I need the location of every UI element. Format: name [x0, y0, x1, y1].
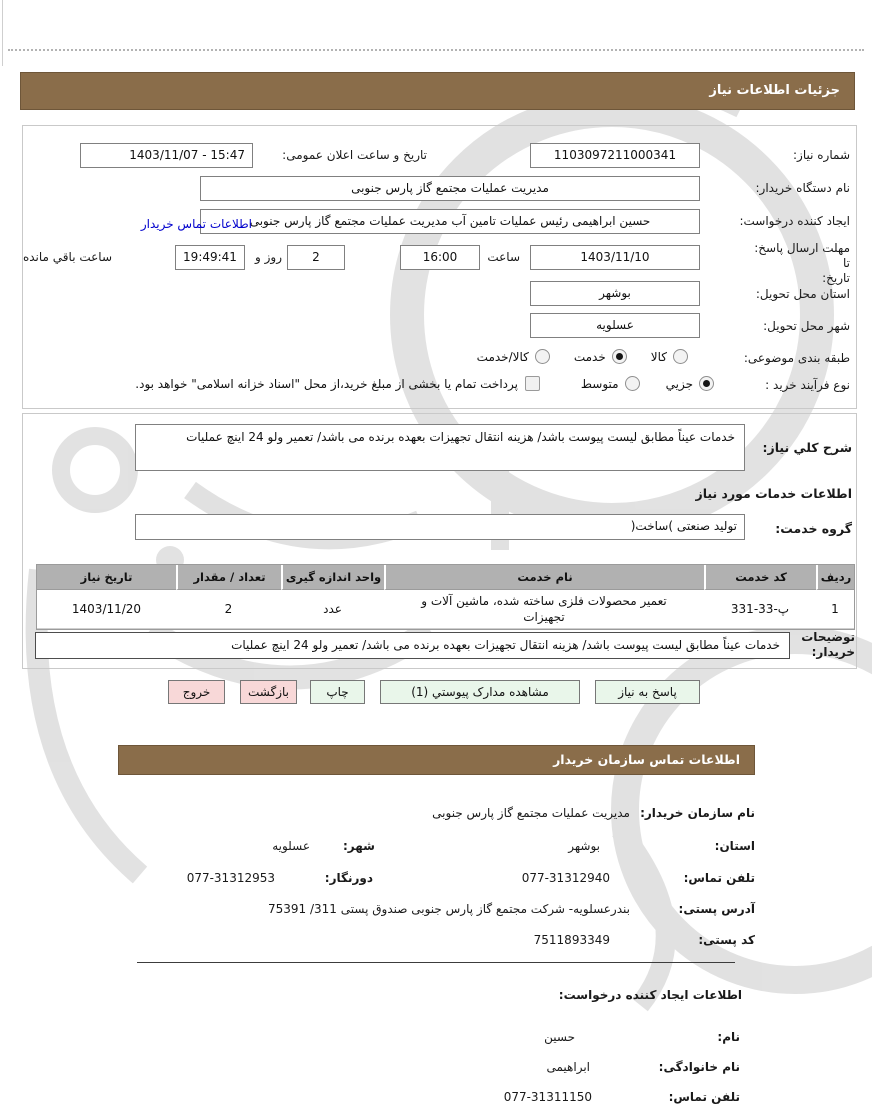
- org-phone-value: 077-31312940: [521, 871, 610, 885]
- delivery-city-field[interactable]: عسلویه: [530, 313, 700, 338]
- org-contact-title: اطلاعات تماس سازمان خریدار: [553, 752, 740, 767]
- cell-service-code: پ-33-331: [704, 590, 816, 629]
- buyer-notes-label: توضیحات خریدار:: [801, 630, 855, 659]
- org-name-value: مدیریت عملیات مجتمع گاز پارس جنوبی: [432, 806, 630, 820]
- col-unit: واحد اندازه گیری: [281, 565, 384, 590]
- need-number-field[interactable]: 1103097211000341: [530, 143, 700, 168]
- service-group-field[interactable]: تولید صنعتی )ساخت(: [135, 514, 745, 540]
- announce-datetime-field[interactable]: 1403/11/07 - 15:47: [80, 143, 253, 168]
- table-row: [37, 590, 854, 629]
- radio-partial-icon[interactable]: [699, 376, 714, 391]
- radio-option-goods[interactable]: کالا: [651, 349, 688, 364]
- deadline-label: مهلت ارسال پاسخ: تا تاریخ:: [754, 241, 850, 285]
- exit-button[interactable]: خروج: [168, 680, 225, 704]
- creator-info-heading: اطلاعات ایجاد کننده درخواست:: [558, 988, 742, 1002]
- view-attachments-button[interactable]: مشاهده مدارک پیوستي (1): [380, 680, 580, 704]
- creator-first-name-label: نام:: [717, 1030, 740, 1044]
- radio-option-service[interactable]: خدمت: [574, 349, 627, 364]
- process-radio-group: [581, 376, 714, 391]
- org-city-value: عسلویه: [272, 839, 310, 853]
- section-title: جزئیات اطلاعات نیاز: [709, 83, 840, 98]
- org-province-value: بوشهر: [568, 839, 600, 853]
- creator-last-name-value: ابراهیمی: [546, 1060, 590, 1074]
- treasury-note-text: پرداخت تمام یا بخشی از مبلغ خرید،از محل "اسناد خزانه اسلامی" خواهد بود.: [135, 376, 518, 391]
- radio-option-medium[interactable]: متوسط: [581, 376, 640, 391]
- need-description-label: شرح كلي نياز:: [762, 440, 852, 455]
- org-fax-value: 077-31312953: [186, 871, 275, 885]
- radio-service-icon[interactable]: [612, 349, 627, 364]
- hours-remaining-label: ساعت باقي مانده: [22, 250, 112, 264]
- radio-goods-icon[interactable]: [673, 349, 688, 364]
- cell-need-date: 1403/11/20: [37, 590, 176, 629]
- buyer-agency-field[interactable]: مدیریت عملیات مجتمع گاز پارس جنوبی: [200, 176, 700, 201]
- services-table: [36, 564, 855, 630]
- print-button[interactable]: چاپ: [310, 680, 365, 704]
- org-postal-label: کد پستی:: [698, 933, 755, 947]
- cell-unit: عدد: [281, 590, 384, 629]
- creator-phone-value: 077-31311150: [503, 1090, 592, 1104]
- services-info-heading: اطلاعات خدمات مورد نیاز: [695, 486, 852, 501]
- announce-datetime-label: تاریخ و ساعت اعلان عمومی:: [282, 148, 427, 162]
- classification-radio-group: [477, 349, 688, 364]
- cell-service-name: تعمیر محصولات فلزی ساخته شده، ماشین آلات و تجهیزات: [384, 590, 704, 629]
- col-row-no: ردیف: [816, 565, 854, 590]
- cell-quantity: 2: [176, 590, 281, 629]
- cell-row-no: 1: [816, 590, 854, 629]
- radio-option-partial[interactable]: جزیي: [666, 376, 714, 391]
- buyer-agency-label: نام دستگاه خریدار:: [755, 181, 850, 195]
- creator-first-name-value: حسین: [544, 1030, 575, 1044]
- deadline-time-field[interactable]: 16:00: [400, 245, 480, 270]
- section-header-need-details: [20, 72, 855, 110]
- org-fax-label: دورنگار:: [324, 871, 373, 885]
- radio-goods-service-icon[interactable]: [535, 349, 550, 364]
- org-phone-label: تلفن تماس:: [683, 871, 755, 885]
- days-and-label: روز و: [255, 250, 282, 264]
- org-name-label: نام سازمان خریدار:: [640, 806, 755, 820]
- process-type-label: نوع فرآیند خرید :: [765, 378, 850, 392]
- col-service-name: نام خدمت: [384, 565, 704, 590]
- page-left-border: [2, 0, 3, 66]
- delivery-province-label: استان محل تحویل:: [755, 287, 850, 301]
- creator-phone-label: تلفن تماس:: [668, 1090, 740, 1104]
- delivery-province-field[interactable]: بوشهر: [530, 281, 700, 306]
- respond-button[interactable]: پاسخ به نیاز: [595, 680, 700, 704]
- col-quantity: تعداد / مقدار: [176, 565, 281, 590]
- org-address-value: بندرعسلویه- شرکت مجتمع گاز پارس جنوبی صندوق پستی 311/ 75391: [267, 902, 630, 916]
- back-button[interactable]: بازگشت: [240, 680, 297, 704]
- days-remaining-field[interactable]: 2: [287, 245, 345, 270]
- col-need-date: تاریخ نیاز: [37, 565, 176, 590]
- org-province-label: استان:: [714, 839, 755, 853]
- service-group-label: گروه خدمت:: [775, 521, 852, 536]
- buyer-contact-link[interactable]: اطلاعات تماس خریدار: [140, 217, 252, 231]
- request-creator-label: ایجاد کننده درخواست:: [739, 214, 850, 228]
- treasury-checkbox[interactable]: [525, 376, 540, 391]
- section-divider: [137, 962, 735, 963]
- treasury-checkbox-row: [135, 376, 540, 391]
- buyer-notes-field[interactable]: خدمات عیناً مطابق لیست پیوست باشد/ هزینه انتقال تجهیزات بعهده برنده می باشد/ تعمیر ولو 24 اینچ عملیات: [35, 632, 790, 659]
- deadline-date-field[interactable]: 1403/11/10: [530, 245, 700, 270]
- top-dotted-divider: [8, 49, 864, 51]
- delivery-city-label: شهر محل تحویل:: [763, 319, 850, 333]
- radio-option-goods-service[interactable]: کالا/خدمت: [477, 349, 550, 364]
- need-description-field[interactable]: خدمات عیناً مطابق لیست پیوست باشد/ هزینه انتقال تجهیزات بعهده برنده می باشد/ تعمیر ولو 24 اینچ عملیات: [135, 424, 745, 471]
- deadline-hour-label: ساعت: [487, 250, 520, 264]
- col-service-code: کد خدمت: [704, 565, 816, 590]
- services-table-header-row: [37, 565, 854, 590]
- radio-medium-icon[interactable]: [625, 376, 640, 391]
- org-postal-value: 7511893349: [533, 933, 610, 947]
- org-city-label: شهر:: [343, 839, 375, 853]
- creator-last-name-label: نام خانوادگی:: [658, 1060, 740, 1074]
- section-header-org-contact: [118, 745, 755, 775]
- classification-label: طبقه بندی موضوعی:: [743, 351, 850, 365]
- need-number-label: شماره نیاز:: [793, 148, 850, 162]
- org-address-label: آدرس پستی:: [678, 902, 755, 916]
- request-creator-field[interactable]: حسین ابراهیمی رئیس عملیات تامین آب مدیریت عملیات مجتمع گاز پارس جنوبی: [200, 209, 700, 234]
- time-remaining-field[interactable]: 19:49:41: [175, 245, 245, 270]
